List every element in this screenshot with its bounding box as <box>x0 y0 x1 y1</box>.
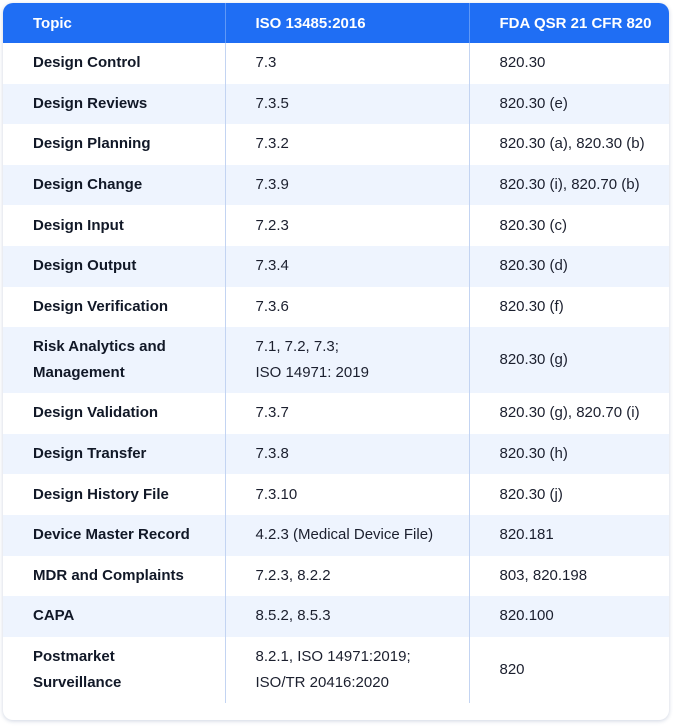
table-row <box>3 124 669 165</box>
topic-cell <box>3 165 225 206</box>
topic-text: Risk Analytics and Management <box>33 338 166 382</box>
fda-text: 820.100 <box>499 607 554 625</box>
table-row <box>3 84 669 125</box>
topic-cell <box>3 474 225 515</box>
iso-text: 7.3.4 <box>255 257 289 275</box>
topic-cell <box>3 596 225 637</box>
table-row <box>3 596 669 637</box>
iso-text: 7.2.3 <box>255 216 289 234</box>
fda-cell <box>469 327 669 393</box>
fda-cell <box>469 515 669 556</box>
iso-text: 4.2.3 (Medical Device File) <box>255 526 434 544</box>
header-row <box>3 3 669 43</box>
column-header-iso: ISO 13485:2016 <box>225 3 469 43</box>
topic-text: MDR and Complaints <box>33 566 184 584</box>
iso-cell <box>225 165 469 206</box>
fda-text: 820.30 (c) <box>499 216 568 234</box>
fda-text: 820 <box>499 660 525 678</box>
topic-cell <box>3 246 225 287</box>
table-row <box>3 474 669 515</box>
topic-cell <box>3 84 225 125</box>
iso-text: 7.3.6 <box>255 297 289 315</box>
topic-text: Design Control <box>33 54 141 72</box>
iso-cell <box>225 434 469 475</box>
table-row <box>3 515 669 556</box>
fda-cell <box>469 596 669 637</box>
topic-cell <box>3 434 225 475</box>
iso-cell <box>225 246 469 287</box>
fda-cell <box>469 43 669 84</box>
iso-text: 7.3.9 <box>255 176 289 194</box>
iso-cell <box>225 205 469 246</box>
table-row <box>3 393 669 434</box>
iso-cell <box>225 43 469 84</box>
table-row <box>3 434 669 475</box>
iso-text: 7.3.7 <box>255 404 289 422</box>
topic-text: Design Transfer <box>33 445 147 463</box>
comparison-table <box>3 3 669 703</box>
fda-text: 820.30 (g) <box>499 351 568 369</box>
table-row <box>3 287 669 328</box>
table-body <box>3 43 669 703</box>
fda-cell <box>469 637 669 703</box>
fda-text: 820.30 <box>499 54 546 72</box>
iso-text: 7.3.5 <box>255 94 289 112</box>
iso-text: 7.1, 7.2, 7.3; ISO 14971: 2019 <box>255 338 369 382</box>
fda-cell <box>469 434 669 475</box>
topic-text: Design History File <box>33 485 169 503</box>
iso-text: 8.2.1, ISO 14971:2019; ISO/TR 20416:2020 <box>255 647 411 691</box>
topic-text: Design Input <box>33 216 124 234</box>
topic-cell <box>3 205 225 246</box>
fda-text: 820.181 <box>499 526 554 544</box>
column-header-fda: FDA QSR 21 CFR 820 <box>469 3 669 43</box>
table-row <box>3 205 669 246</box>
iso-cell <box>225 393 469 434</box>
topic-cell <box>3 327 225 393</box>
topic-text: Postmarket Surveillance <box>33 647 122 691</box>
iso-text: 7.3.8 <box>255 445 289 463</box>
comparison-table-card <box>3 3 669 720</box>
iso-cell <box>225 596 469 637</box>
iso-cell <box>225 556 469 597</box>
fda-cell <box>469 474 669 515</box>
iso-cell <box>225 327 469 393</box>
table-row <box>3 43 669 84</box>
fda-text: 820.30 (f) <box>499 297 564 315</box>
topic-text: Design Validation <box>33 404 159 422</box>
fda-cell <box>469 205 669 246</box>
fda-text: 820.30 (j) <box>499 485 563 503</box>
fda-cell <box>469 124 669 165</box>
iso-cell <box>225 124 469 165</box>
topic-text: Design Verification <box>33 297 169 315</box>
topic-cell <box>3 515 225 556</box>
iso-text: 7.3.2 <box>255 135 289 153</box>
iso-cell <box>225 474 469 515</box>
column-header-topic: Topic <box>3 3 225 43</box>
topic-cell <box>3 637 225 703</box>
fda-cell <box>469 246 669 287</box>
iso-text: 7.2.3, 8.2.2 <box>255 566 331 584</box>
fda-text: 820.30 (h) <box>499 445 568 463</box>
fda-cell <box>469 165 669 206</box>
iso-text: 8.5.2, 8.5.3 <box>255 607 331 625</box>
iso-cell <box>225 515 469 556</box>
iso-cell <box>225 84 469 125</box>
topic-text: Device Master Record <box>33 526 190 544</box>
fda-text: 803, 820.198 <box>499 566 588 584</box>
topic-text: CAPA <box>33 607 75 625</box>
topic-text: Design Output <box>33 257 137 275</box>
topic-text: Design Change <box>33 176 143 194</box>
topic-text: Design Planning <box>33 135 151 153</box>
table-row <box>3 556 669 597</box>
fda-text: 820.30 (d) <box>499 257 568 275</box>
iso-cell <box>225 287 469 328</box>
fda-cell <box>469 84 669 125</box>
topic-cell <box>3 287 225 328</box>
fda-text: 820.30 (g), 820.70 (i) <box>499 404 640 422</box>
table-row <box>3 165 669 206</box>
table-row <box>3 246 669 287</box>
topic-cell <box>3 124 225 165</box>
topic-cell <box>3 393 225 434</box>
iso-cell <box>225 637 469 703</box>
topic-cell <box>3 556 225 597</box>
topic-cell <box>3 43 225 84</box>
table-row <box>3 327 669 393</box>
fda-cell <box>469 287 669 328</box>
iso-text: 7.3.10 <box>255 485 298 503</box>
table-header <box>3 3 669 43</box>
fda-cell <box>469 556 669 597</box>
fda-cell <box>469 393 669 434</box>
fda-text: 820.30 (e) <box>499 94 568 112</box>
iso-text: 7.3 <box>255 54 277 72</box>
table-row <box>3 637 669 703</box>
fda-text: 820.30 (i), 820.70 (b) <box>499 176 640 194</box>
topic-text: Design Reviews <box>33 94 148 112</box>
fda-text: 820.30 (a), 820.30 (b) <box>499 135 645 153</box>
